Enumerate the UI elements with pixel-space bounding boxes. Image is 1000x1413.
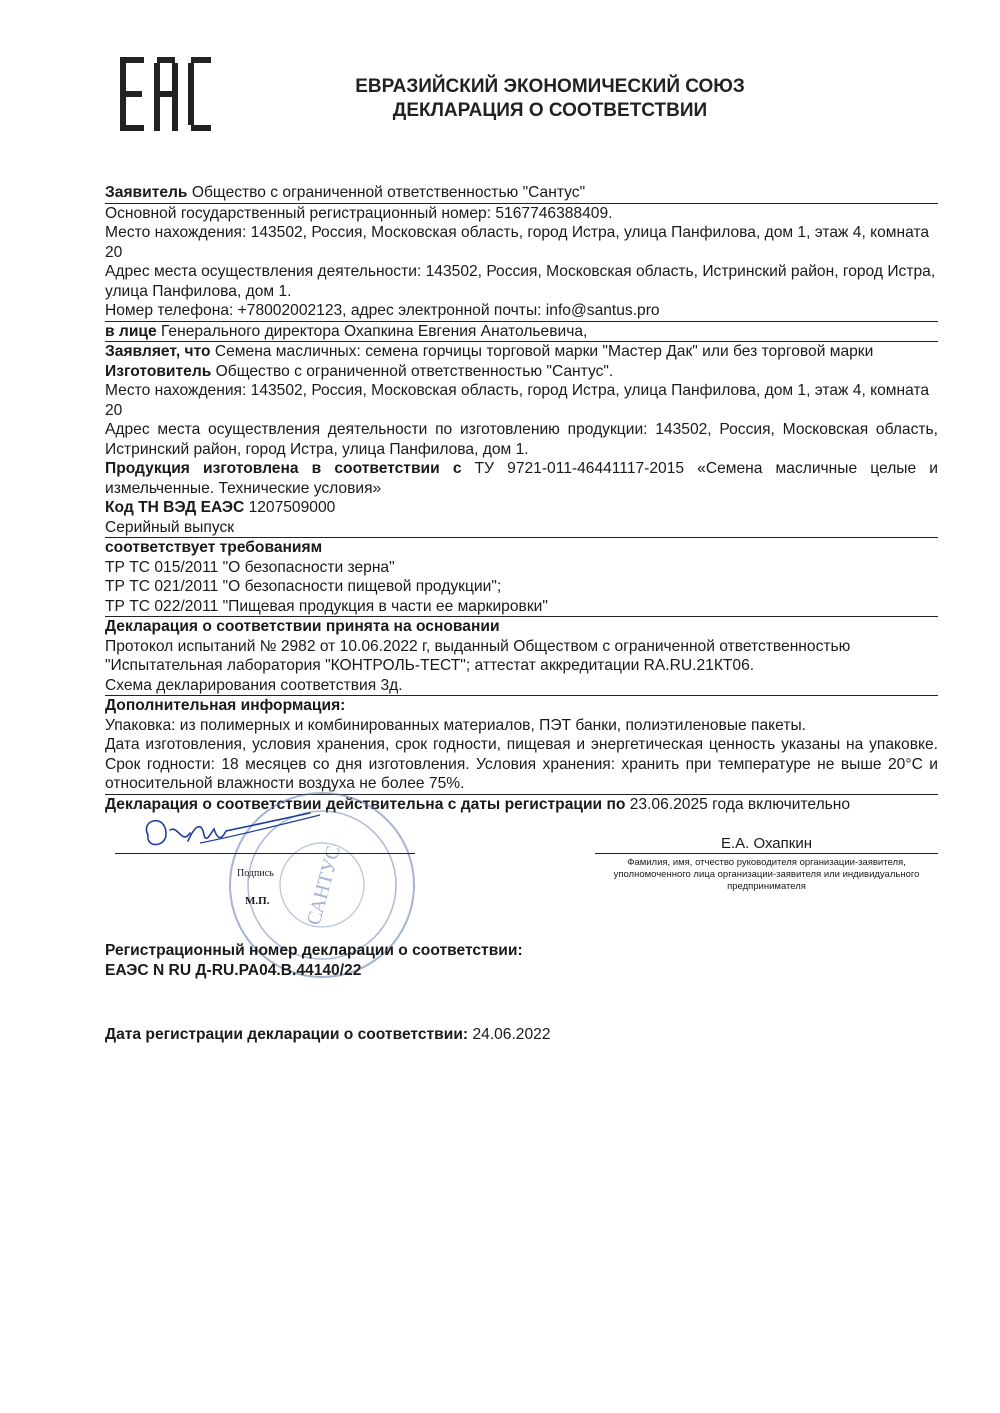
standard-value: ТУ 9721-011-46441117-2015 «Семена масличные целые и измельченные. Технические условия» [105,460,938,497]
representative-label: в лице [105,322,157,340]
header-union: ЕВРАЗИЙСКИЙ ЭКОНОМИЧЕСКИЙ СОЮЗ [355,76,745,97]
manufacturer-row [105,362,938,382]
applicant-label: Заявитель [105,184,188,201]
requirement-1: ТР ТС 015/2011 "О безопасности зерна" [105,558,395,576]
applicant-activity-address: Адрес места осуществления деятельности: 143502, Россия, Московская область, Истринский район, город Истра, улица Панфилова, дом 1. [105,263,936,300]
code-value: 1207509000 [244,499,336,516]
document-header [330,75,770,123]
applicant-name: Общество с ограниченной ответственностью "Сантус" [187,184,586,201]
requirement-2: ТР ТС 021/2011 "О безопасности пищевой продукции"; [105,578,502,595]
signature-area [105,805,938,928]
declares-row [105,342,938,362]
validity-value: 23.06.2025 года включительно [625,795,851,813]
header-declaration: ДЕКЛАРАЦИЯ О СООТВЕТСТВИИ [392,100,708,121]
requirement-3: ТР ТС 022/2011 "Пищевая продукция в части ее маркировки" [105,597,938,618]
registration-number-value: ЕАЭС N RU Д-RU.PA04.B.44140/22 [105,961,362,979]
registration-date-block [105,1026,551,1044]
stamp-text: САНТУС [302,843,346,928]
registration-date-value: 24.06.2022 [468,1026,551,1043]
requirements-label: соответствует требованиям [105,539,323,556]
declares-value: Семена масличных: семена горчицы торговой марки "Мастер Дак" или без торговой марки [210,343,874,360]
signer-line [595,853,938,854]
representative-value: Генерального директора Охапкина Евгения Анатольевича, [156,322,588,340]
basis-label: Декларация о соответствии принята на основании [105,618,500,635]
manufacturer-activity: Адрес места осуществления деятельности по изготовлению продукции: 143502, Россия, Московская область, Истринский район, город Истра, улица Панфилова, дом 1. [105,421,938,458]
signer-caption: Фамилия, имя, отчество руководителя организации-заявителя, уполномоченного лица организации-заявителя или индивидуального предпринимателя [613,857,920,892]
dates-info: Дата изготовления, условия хранения, срок годности, пищевая и энергетическая ценность указаны на упаковке. Срок годности: 18 месяцев со дня изготовления. Условия хранения: хранить при температуре не выше 20°С и относительной влажности воздуха не более 75%. [105,735,938,795]
validity-label: Декларация о соответствии действительна с даты регистрации по [105,795,626,813]
representative-row [105,322,938,343]
signer-name: Е.А. Охапкин [720,835,813,852]
handwritten-signature [130,805,330,865]
packaging-row: Упаковка: из полимерных и комбинированных материалов, ПЭТ банки, полиэтиленовые пакеты. [105,716,807,734]
basis-value: Протокол испытаний № 2982 от 10.06.2022 г, выданный Обществом с ограниченной ответственностью "Испытательная лаборатория "КОНТРОЛЬ-ТЕСТ"; аттестат аккредитации RA.RU.21КТ06. [105,637,851,674]
registration-date-label: Дата регистрации декларации о соответствии: [105,1026,469,1043]
series-row: Серийный выпуск [105,518,938,539]
registration-number-label: Регистрационный номер декларации о соответствии: [105,942,523,959]
manufacturer-label: Изготовитель [105,362,212,380]
applicant-contacts: Номер телефона: +78002002123, адрес электронной почты: info@santus.pro [105,301,938,322]
applicant-ogrn: Основной государственный регистрационный номер: 5167746388409. [105,204,613,222]
manufacturer-location: Место нахождения: 143502, Россия, Московская область, город Истра, улица Панфилова, дом 1, этаж 4, комната 20 [105,382,930,419]
declares-label: Заявляет, что [105,343,211,360]
code-label: Код ТН ВЭД ЕАЭС [105,499,245,516]
signature-line [115,853,415,854]
scheme-row: Схема декларирования соответствия 3д. [105,676,938,697]
manufacturer-value: Общество с ограниченной ответственностью "Сантус". [211,362,614,380]
code-row [105,498,938,518]
standard-label: Продукция изготовлена в соответствии с [105,460,462,477]
stamp-caption: М.П. [245,895,270,907]
signature-caption: Подпись [237,868,274,879]
extra-info-label: Дополнительная информация: [105,697,346,714]
applicant-location: Место нахождения: 143502, Россия, Московская область, город Истра, улица Панфилова, дом 1, этаж 4, комната 20 [105,224,930,261]
applicant-row [105,183,938,204]
standard-row [105,459,938,498]
declaration-body [105,183,938,814]
registration-number-block [105,941,523,980]
eac-logo [118,55,214,133]
